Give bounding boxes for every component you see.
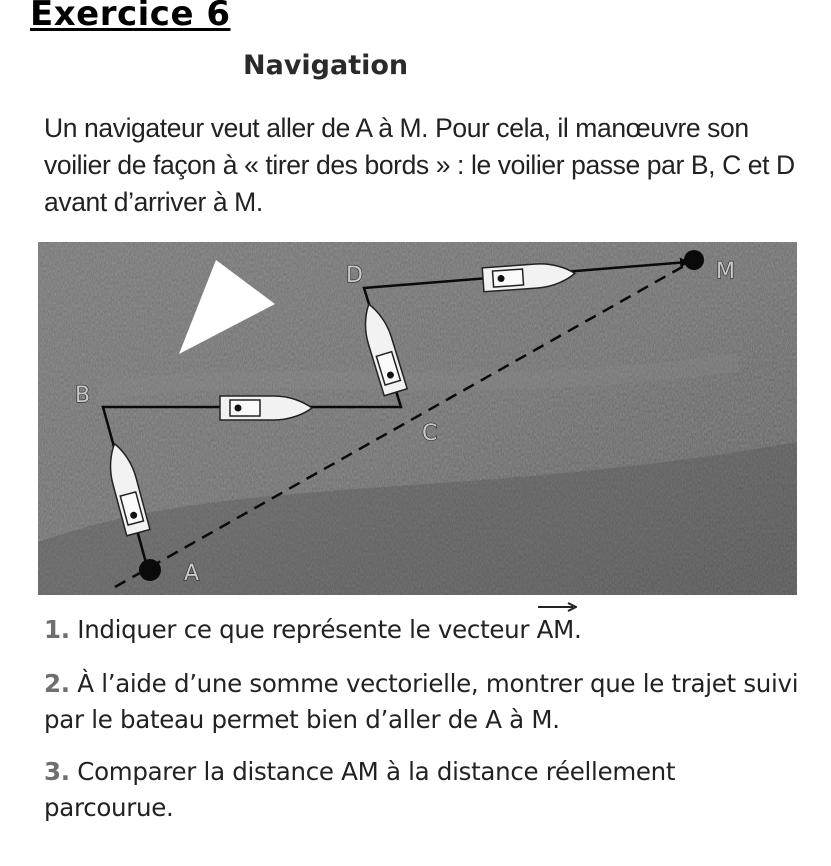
point-m-marker [684,250,704,270]
question-1-text: Indiquer ce que représente le vecteur [77,615,537,644]
point-c-label: C [422,421,438,446]
point-b-label: B [75,383,91,408]
vector-notation [537,612,574,648]
problem-statement: Un navigateur veut aller de A à M. Pour cela, il manœuvre son voilier de façon à « tirer des bords » : le voilier passe par B, C et D avant d’arriver à M. [44,113,795,217]
point-a-label: A [184,561,200,586]
question-1-end: . [573,615,582,644]
vector-arrow-icon [537,602,577,612]
vector-label: AM [536,615,574,644]
exercise-title: Exercice 6 [30,0,231,34]
question-2-number: 2. [44,669,70,698]
question-3-number: 3. [44,757,70,786]
question-2 [44,666,804,738]
point-d-label: D [346,263,363,288]
question-1 [44,612,804,648]
question-3 [44,754,804,826]
exercise-subtitle: Navigation [243,50,409,81]
navigation-figure [38,242,797,595]
question-3-text: Comparer la distance AM à la distance réellement parcourue. [44,757,676,822]
point-m-label: M [716,259,735,284]
question-1-number: 1. [44,615,70,644]
point-a-marker [139,559,161,581]
question-2-text: À l’aide d’une somme vectorielle, montrer que le trajet suivi par le bateau permet bien d’aller de A à M. [44,669,799,734]
